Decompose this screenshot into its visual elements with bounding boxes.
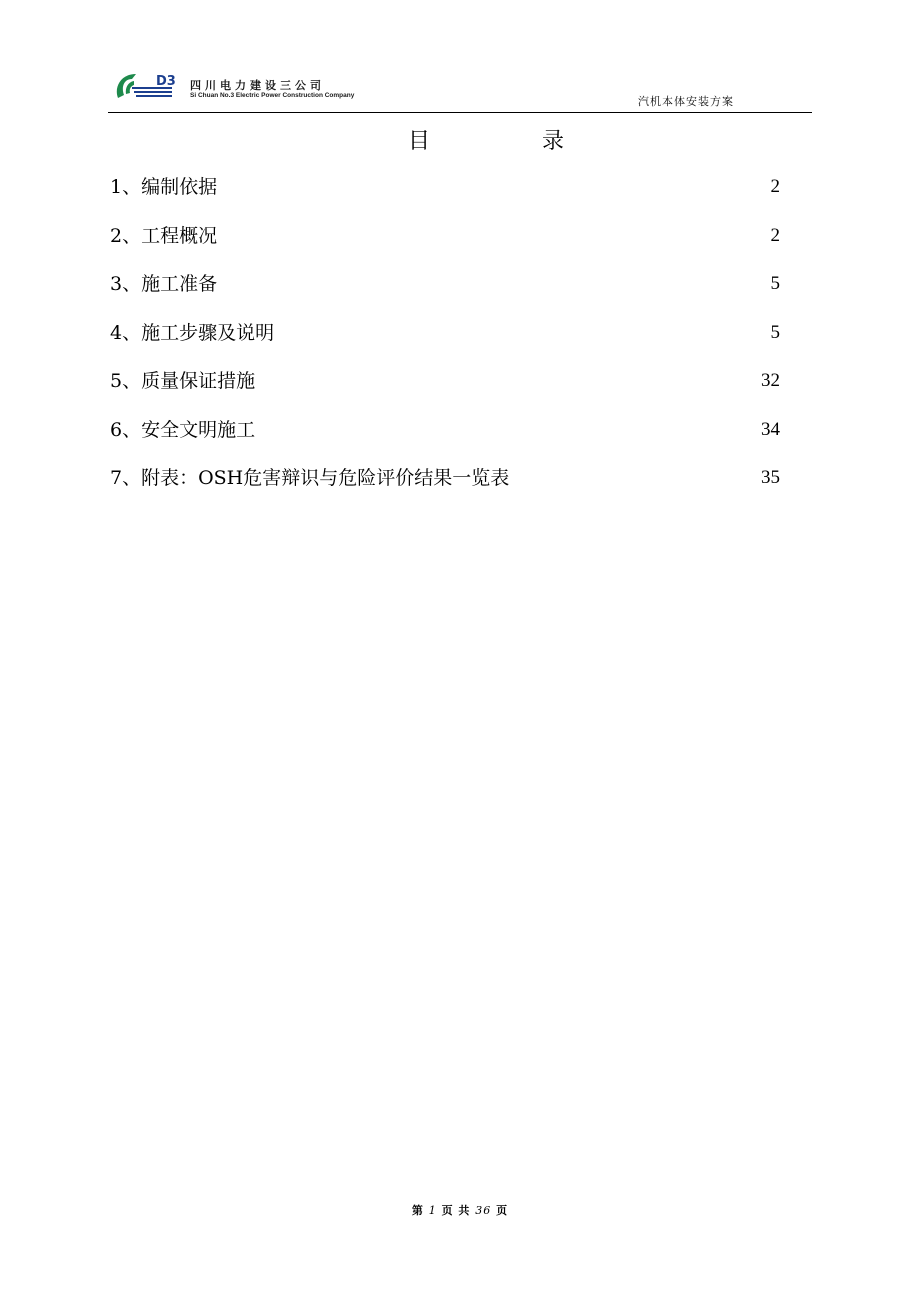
header-divider	[108, 112, 812, 113]
toc-item-label: 6、安全文明施工	[110, 418, 256, 441]
page-header	[0, 0, 920, 120]
footer-total-pages: 36	[475, 1204, 492, 1217]
toc-item[interactable]	[110, 364, 790, 413]
toc-item-page: 32	[761, 370, 780, 391]
logo-mark-icon	[112, 68, 192, 104]
toc-list	[110, 170, 790, 510]
toc-item[interactable]	[110, 219, 790, 268]
page-footer	[0, 1202, 920, 1218]
toc-item[interactable]	[110, 413, 790, 462]
toc-item[interactable]	[110, 170, 790, 219]
footer-current-page: 1	[428, 1204, 437, 1217]
toc-item-page: 2	[770, 176, 780, 197]
logo-text: D3	[156, 74, 176, 89]
toc-title-right: 录	[542, 129, 565, 154]
toc-item-label: 7、附表：OSH危害辩识与危险评价结果一览表	[110, 467, 510, 489]
toc-item-label: 1、编制依据	[110, 176, 218, 198]
toc-item-page: 5	[770, 321, 780, 343]
toc-item-label: 5、质量保证措施	[110, 370, 256, 392]
footer-middle: 页 共	[441, 1204, 471, 1217]
toc-item-label: 4、施工步骤及说明	[110, 321, 275, 344]
toc-item[interactable]	[110, 316, 790, 365]
company-name-cn: 四川电力建设三公司	[190, 79, 325, 92]
toc-title	[400, 122, 580, 154]
toc-item-page: 35	[761, 467, 780, 488]
toc-item[interactable]	[110, 461, 790, 510]
company-name-en: Si Chuan No.3 Electric Power Construction Company	[190, 92, 355, 99]
toc-item-label: 2、工程概况	[110, 224, 218, 247]
toc-item-label: 3、施工准备	[110, 273, 218, 295]
toc-item-page: 34	[761, 418, 780, 440]
toc-item-page: 2	[770, 224, 780, 246]
toc-item[interactable]	[110, 267, 790, 316]
toc-title-left: 目	[408, 129, 431, 154]
footer-suffix: 页	[496, 1204, 509, 1217]
footer-prefix: 第	[411, 1204, 424, 1217]
document-name: 汽机本体安装方案	[638, 95, 734, 108]
toc-item-page: 5	[770, 273, 780, 294]
